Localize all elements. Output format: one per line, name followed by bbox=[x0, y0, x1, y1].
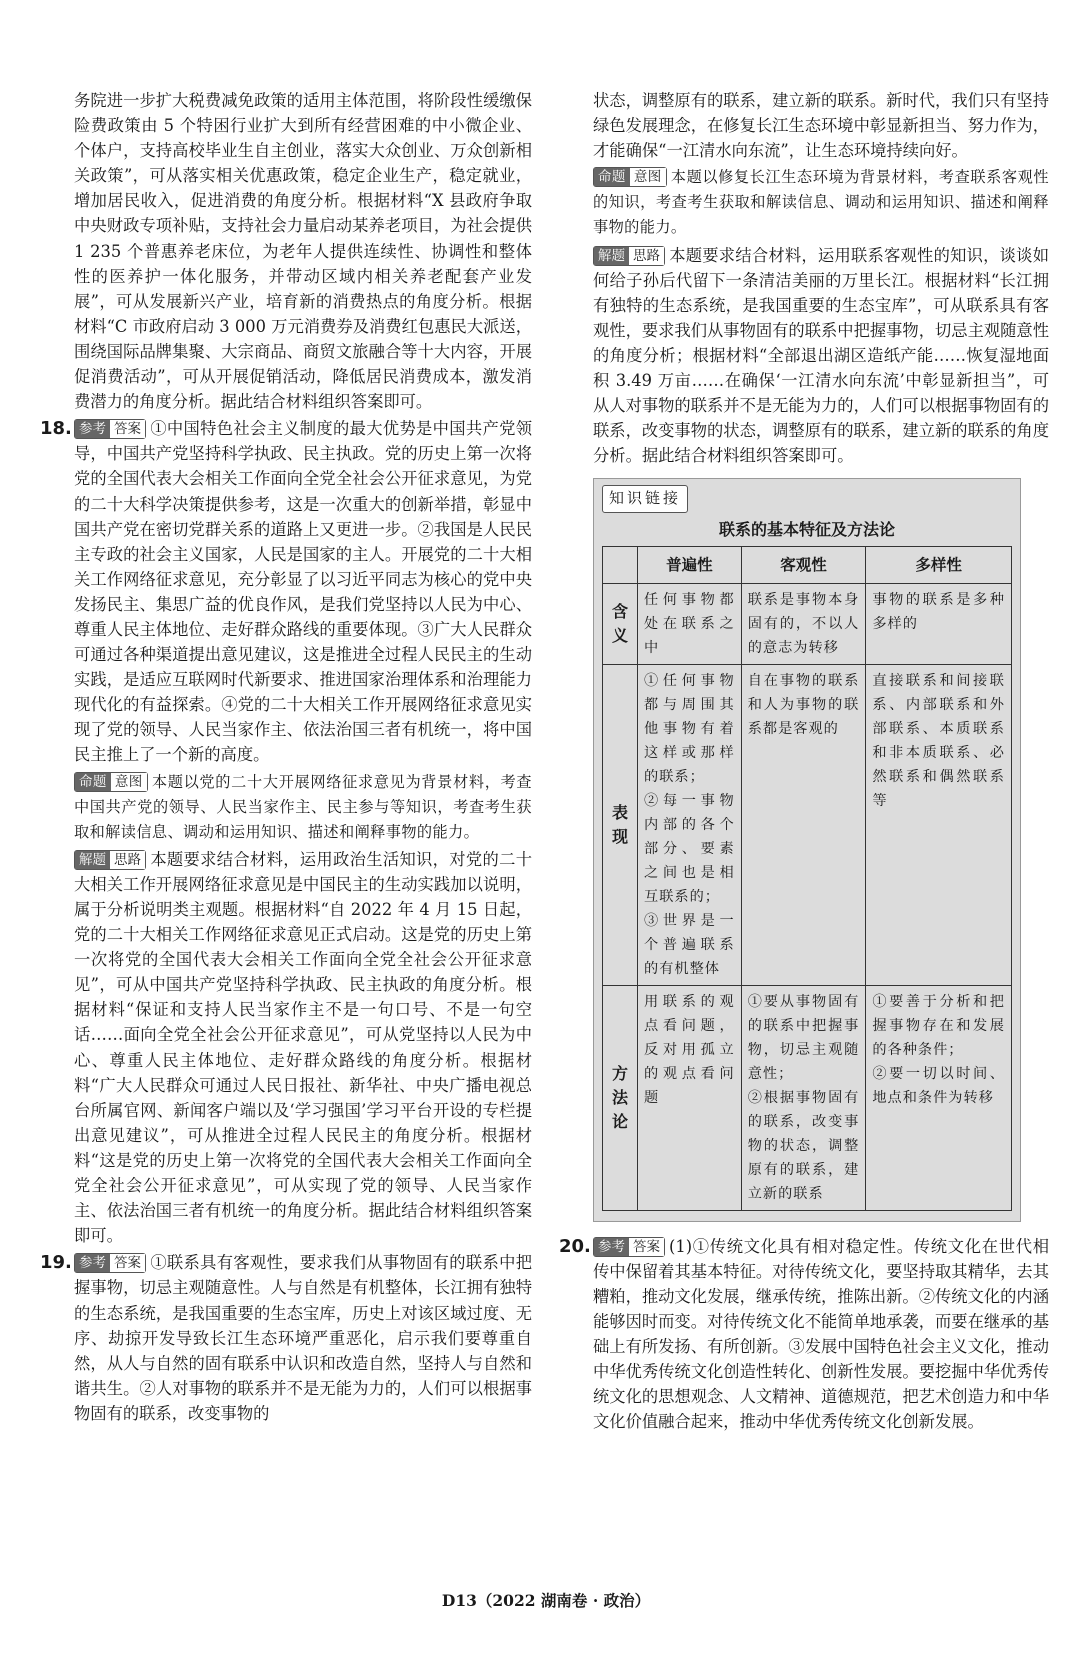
idea-tag: 解题 思路 bbox=[74, 850, 146, 870]
continued-answer: 状态，调整原有的联系，建立新的联系。新时代，我们只有坚持绿色发展理念，在修复长江生态环境中彰显新担当、努力作为，才能确保“一江清水向东流”，让生态环境持续向好。 bbox=[593, 91, 1049, 161]
column-header: 多样性 bbox=[866, 546, 1012, 583]
question-20 bbox=[559, 1234, 1049, 1435]
intent-paragraph bbox=[74, 770, 532, 845]
idea-text: 本题要求结合材料，运用联系客观性的知识，谈谈如何给子孙后代留下一条清洁美丽的万里长江。根据材料“长江拥有独特的生态系统，是我国重要的生态宝库”，可从联系具有客观性，要求我们从事物固有的联系中把握事物，切忌主观随意性的角度分析；根据材料“全部退出湖区造纸产能……恢复湿地面积 3.49 万亩……在确保‘一江清水向东流’中彰显新担当”，可从人对事物的联系并不是无能为力的，人们可以根据事物固有的联系，改变事物的状态，调整原有的联系，建立新的联系的角度分析。据此结合材料组织答案即可。 bbox=[593, 245, 1049, 466]
idea-paragraph bbox=[74, 847, 532, 1249]
answer-tag: 参考 答案 bbox=[74, 419, 146, 439]
answer-text: ①联系具有客观性，要求我们从事物固有的联系中把握事物，切忌主观随意性。人与自然是有机整体，长江拥有独特的生态系统，是我国重要的生态宝库，历史上对该区域过度、无序、劫掠开发导致长江生态环境严重恶化，启示我们要尊重自然，从人与自然的固有联系中认识和改造自然，坚持人与自然和谐共生。②人对事物的联系并不是无能为力的，人们可以根据事物固有的联系，改变事物的 bbox=[74, 1253, 532, 1423]
intent-tag: 命题 意图 bbox=[74, 772, 148, 792]
table-row bbox=[603, 985, 1012, 1210]
right-column bbox=[559, 88, 1049, 1434]
table-row bbox=[603, 583, 1012, 664]
table-header-row bbox=[603, 546, 1012, 583]
question-number: 20. bbox=[559, 1235, 591, 1257]
table-cell: 事物的联系是多种多样的 bbox=[866, 583, 1012, 664]
column-header: 普遍性 bbox=[638, 546, 742, 583]
knowledge-table bbox=[602, 546, 1012, 1211]
answer-tag: 参考 答案 bbox=[74, 1253, 146, 1273]
answer-tag: 参考 答案 bbox=[593, 1237, 665, 1257]
table-cell: ①任何事物都与周围其他事物有着这样或那样的联系； ②每一事物内部的各个部分、要素之间也是相互联系的； ③世界是一个普遍联系的有机整体 bbox=[638, 664, 742, 985]
question-number: 19. bbox=[40, 1252, 72, 1274]
table-cell: ①要从事物固有的联系中把握事物，切忌主观随意性； ②根据事物固有的联系，改变事物的状态，调整原有的联系，建立新的联系 bbox=[741, 985, 866, 1210]
question-18 bbox=[40, 416, 532, 767]
idea-tag: 解题 思路 bbox=[593, 246, 665, 266]
page-footer: D13（2022 湖南卷 · 政治） bbox=[441, 1591, 651, 1610]
intent-text: 本题以党的二十大开展网络征求意见为背景材料，考查中国共产党的领导、人民当家作主、民主参与等知识，考查考生获取和解读信息、调动和运用知识、描述和阐释事物的能力。 bbox=[74, 772, 532, 841]
idea-text: 本题要求结合材料，运用政治生活知识，对党的二十大相关工作开展网络征求意见是中国民主的生动实践加以说明，属于分析说明类主观题。根据材料“自 2022 年 4 月 15 日起，党的二十大相关工作网络征求意见正式启动。这是党的历史上第一次将党的全国代表大会相关工作面向全党全社会公开征求意见”，可从中国共产党坚持科学执政、民主执政的角度分析。根据材料“保证和支持人民当家作主不是一句口号、不是一句空话……面向全党全社会公开征求意见”，可从党坚持以人民为中心、尊重人民主体地位、走好群众路线的角度分析。根据材料“广大人民群众可通过人民日报社、新华社、中央广播电视总台所属官网、新闻客户端以及‘学习强国’学习平台开设的专栏提出意见建议”，可从推进全过程人民民主的角度分析。根据材料“这是党的历史上第一次将党的全国代表大会相关工作面向全党全社会公开征求意见”，可从实现了党的领导、人民当家作主、依法治国三者有机统一的角度分析。据此结合材料组织答案即可。 bbox=[74, 849, 532, 1246]
idea-paragraph bbox=[593, 243, 1049, 469]
knowledge-link-box bbox=[593, 478, 1021, 1221]
knowledge-table-caption: 联系的基本特征及方法论 bbox=[718, 519, 895, 539]
intent-text: 本题以修复长江生态环境为背景材料，考查联系客观性的知识，考查考生获取和解读信息、调动和运用知识、描述和阐释事物的能力。 bbox=[593, 168, 1049, 237]
knowledge-link-label: 知识链接 bbox=[602, 485, 688, 512]
table-cell: 联系是事物本身固有的，不以人的意志为转移 bbox=[741, 583, 866, 664]
row-header: 含义 bbox=[603, 583, 638, 664]
table-cell: ①要善于分析和把握事物存在和发展的各种条件； ②要一切以时间、地点和条件为转移 bbox=[866, 985, 1012, 1210]
question-number: 18. bbox=[40, 418, 72, 440]
row-header: 方法论 bbox=[603, 985, 638, 1210]
table-cell: 直接联系和间接联系、内部联系和外部联系、本质联系和非本质联系、必然联系和偶然联系等 bbox=[866, 664, 1012, 985]
table-cell: 用联系的观点看问题，反对用孤立的观点看问题 bbox=[638, 985, 742, 1210]
column-header: 客观性 bbox=[741, 546, 866, 583]
left-column bbox=[40, 88, 532, 1426]
intent-tag: 命题 意图 bbox=[593, 167, 667, 187]
corner-cell bbox=[603, 546, 638, 583]
table-cell: 任何事物都处在联系之中 bbox=[638, 583, 742, 664]
answer-text: (1)①传统文化具有相对稳定性。传统文化在世代相传中保留着其基本特征。对待传统文化，要坚持取其精华，去其糟粕，推动文化发展，继承传统，推陈出新。②传统文化的内涵能够因时而变。对待传统文化不能简单地承袭，而要在继承的基础上有所发扬、有所创新。③发展中国特色社会主义文化，推动中华优秀传统文化创造性转化、创新性发展。要挖掘中华优秀传统文化的思想观念、人文精神、道德规范，把艺术创造力和中华文化价值融合起来，推动中华优秀传统文化创新发展。 bbox=[593, 1236, 1049, 1432]
intent-paragraph bbox=[593, 165, 1049, 240]
table-cell: 自在事物的联系和人为事物的联系都是客观的 bbox=[741, 664, 866, 985]
table-row bbox=[603, 664, 1012, 985]
continued-analysis: 务院进一步扩大税费减免政策的适用主体范围，将阶段性缓缴保险费政策由 5 个特困行业扩大到所有经营困难的中小微企业、个体户，支持高校毕业生自主创业，落实大众创业、万众创新相关政策”，可从落实相关优惠政策，稳定企业生产，稳定就业，增加居民收入，促进消费的角度分析。根据材料“X 县政府争取中央财政专项补贴，支持社会力量启动某养老项目，为社会提供 1 235 个普惠养老床位，为老年人提供连续性、协调性和整体性的医养护一体化服务，并带动区域内相关养老配套产业发展”，可从发展新兴产业，培育新的消费热点的角度分析。根据材料“C 市政府启动 3 000 万元消费券及消费红包惠民大派送，围绕国际品牌集聚、大宗商品、商贸文旅融合等十大内容，开展促消费活动”，可从开展促销活动，降低居民消费成本，激发消费潜力的角度分析。据此结合材料组织答案即可。 bbox=[74, 91, 532, 412]
answer-text: ①中国特色社会主义制度的最大优势是中国共产党领导，中国共产党坚持科学执政、民主执政。党的历史上第一次将党的全国代表大会相关工作面向全党全社会公开征求意见，为党的二十大科学决策提供参考，这是一次重大的创新举措，彰显中国共产党在密切党群关系的道路上又更进一步。②我国是人民民主专政的社会主义国家，人民是国家的主人。开展党的二十大相关工作网络征求意见，充分彰显了以习近平同志为核心的党中央发扬民主、集思广益的优良作风，是我们党坚持以人民为中心、尊重人民主体地位、走好群众路线的重要体现。③广大人民群众可通过各种渠道提出意见建议，这是推进全过程人民民主的生动实践，是适应互联网时代新要求、推进国家治理体系和治理能力现代化的有益探索。④党的二十大相关工作开展网络征求意见实现了党的领导、人民当家作主、依法治国三者有机统一，将中国民主推上了一个新的高度。 bbox=[74, 419, 532, 765]
row-header: 表现 bbox=[603, 664, 638, 985]
question-19 bbox=[40, 1250, 532, 1426]
